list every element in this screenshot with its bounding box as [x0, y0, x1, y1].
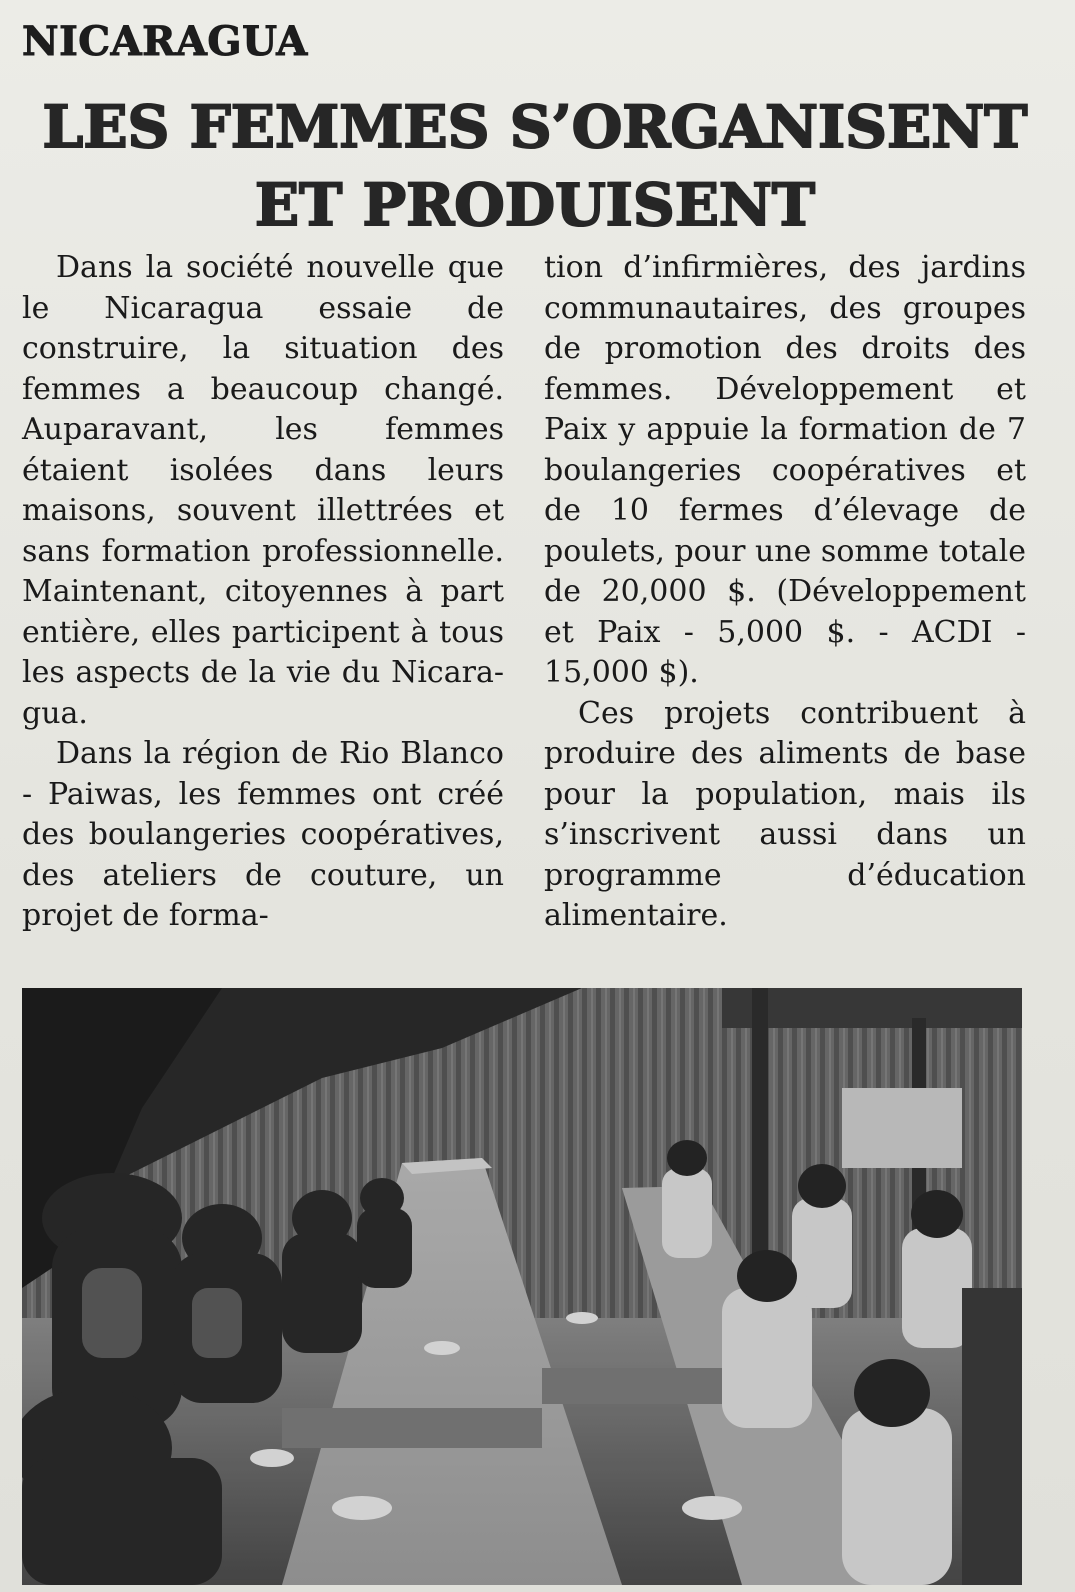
article-column-left [22, 248, 504, 937]
paragraph: tion d’infirmières, des jardins communautaires, des groupes de promotion des droits des femmes. Développement et Paix y appuie la formation de 7 boulangeries coopératives et de 10 fermes d’élevage de poulets, pour une somme totale de 20,000 $. (Développement et Paix - 5,000 $. - ACDI - 15,000 $). [544, 250, 1026, 690]
photo-illustration [22, 988, 1022, 1585]
article-column-right [544, 248, 1026, 937]
paragraph: Dans la région de Rio Blanco - Paiwas, les femmes ont créé des boulangeries coopératives, des ateliers de couture, un projet de forma- [22, 736, 504, 933]
photo-bakery-cooperative [22, 988, 1022, 1585]
headline-line-2: ET PRODUISENT [254, 171, 816, 239]
headline [10, 88, 1060, 244]
headline-line-1: LES FEMMES S’ORGANISENT [42, 93, 1028, 161]
paragraph: Dans la société nouvelle que le Nicaragua essaie de construire, la situation des femmes a beaucoup changé. Auparavant, les femmes étaient isolées dans leurs maisons, souvent illettrées et sans formation professionnelle. Maintenant, citoyennes à part entière, elles participent à tous les aspects de la vie du Nicaragua. [22, 250, 504, 731]
paragraph: Ces projets contribuent à produire des aliments de base pour la population, mais ils s’inscrivent aussi dans un programme d’éducation alimentaire. [544, 695, 1026, 933]
section-label: NICARAGUA [22, 18, 308, 65]
